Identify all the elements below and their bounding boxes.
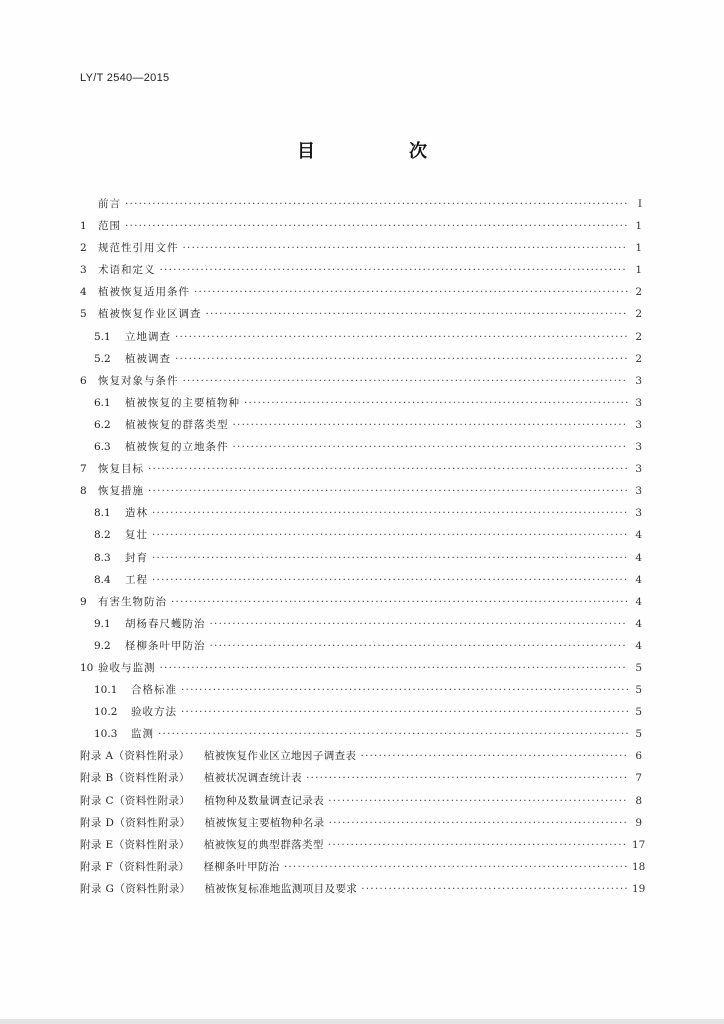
toc-entry[interactable] bbox=[80, 262, 642, 284]
toc-dot-leader bbox=[152, 574, 628, 586]
toc-page-number: 1 bbox=[635, 242, 642, 255]
toc-dot-leader bbox=[175, 353, 628, 365]
toc-appendix-id: 附录 A（资料性附录） bbox=[80, 750, 190, 763]
toc-dot-leader bbox=[125, 198, 628, 210]
toc-page-number: 3 bbox=[635, 374, 642, 387]
toc-dot-leader bbox=[284, 861, 628, 873]
toc-page-number: 4 bbox=[635, 617, 642, 630]
toc-page-number: 1 bbox=[635, 264, 642, 277]
toc-entry[interactable] bbox=[80, 527, 642, 549]
toc-entry-label: 工程 bbox=[125, 573, 148, 586]
toc-dot-leader bbox=[160, 264, 629, 276]
toc-appendix-id: 附录 B（资料性附录） bbox=[80, 772, 190, 785]
toc-entry[interactable] bbox=[80, 439, 642, 461]
toc-dot-leader bbox=[306, 772, 628, 784]
toc-entry-label: 验收方法 bbox=[131, 706, 177, 719]
toc-dot-leader bbox=[183, 375, 629, 387]
toc-page-number: 3 bbox=[635, 396, 642, 409]
toc-entry[interactable] bbox=[80, 815, 642, 837]
toc-dot-leader bbox=[233, 441, 629, 453]
toc-entry-label: 术语和定义 bbox=[98, 264, 156, 277]
toc-entry[interactable] bbox=[80, 218, 642, 240]
toc-page-number: 7 bbox=[635, 772, 642, 785]
toc-dot-leader bbox=[360, 750, 628, 762]
toc-dot-leader bbox=[328, 839, 628, 851]
toc-entry-number: 6.2 bbox=[94, 418, 111, 431]
toc-entry[interactable] bbox=[80, 748, 642, 770]
toc-entry-label: 柽柳条叶甲防治 bbox=[203, 860, 280, 873]
toc-entry[interactable] bbox=[80, 505, 642, 527]
toc-entry-label: 植被恢复作业区立地因子调查表 bbox=[203, 750, 357, 763]
toc-entry[interactable] bbox=[80, 461, 642, 483]
toc-entry-label: 植被恢复的立地条件 bbox=[125, 441, 229, 454]
toc-dot-leader bbox=[328, 795, 628, 807]
toc-entry-label: 前言 bbox=[98, 198, 121, 210]
toc-entry-number: 5.2 bbox=[94, 352, 111, 365]
toc-entry[interactable] bbox=[80, 660, 642, 682]
toc-dot-leader bbox=[171, 596, 628, 608]
toc-entry-number: 10.2 bbox=[94, 706, 118, 719]
toc-entry-number: 8.3 bbox=[94, 551, 111, 564]
toc-appendix-id: 附录 E（资料性附录） bbox=[80, 838, 190, 851]
toc-entry-label: 恢复目标 bbox=[98, 463, 144, 476]
toc-dot-leader bbox=[152, 507, 628, 519]
toc-page-number: 9 bbox=[635, 816, 642, 829]
toc-entry[interactable] bbox=[80, 682, 642, 704]
toc-entry[interactable] bbox=[80, 373, 642, 395]
toc-entry[interactable] bbox=[80, 284, 642, 306]
toc-entry-number: 7 bbox=[80, 463, 87, 476]
toc-page-number: 2 bbox=[635, 330, 642, 343]
toc-entry-label: 植被恢复标准地监测项目及要求 bbox=[204, 882, 358, 895]
toc-dot-leader bbox=[148, 485, 628, 497]
toc-page-number: 2 bbox=[635, 308, 642, 321]
toc-entry-label: 植被恢复主要植物种名录 bbox=[204, 816, 325, 829]
toc-dot-leader bbox=[160, 662, 629, 674]
toc-page-number: 17 bbox=[632, 838, 646, 851]
toc-dot-leader bbox=[194, 286, 628, 298]
toc-entry-label: 胡杨春尺蠖防治 bbox=[125, 617, 206, 630]
toc-page-number: 3 bbox=[635, 418, 642, 431]
toc-entry[interactable] bbox=[80, 483, 642, 505]
toc-page-number: 4 bbox=[635, 551, 642, 564]
toc-entry[interactable] bbox=[80, 859, 646, 881]
toc-entry-number: 10.3 bbox=[94, 728, 118, 741]
toc-page-number: 4 bbox=[635, 529, 642, 542]
toc-entry-label: 植被恢复的群落类型 bbox=[125, 418, 229, 431]
toc-dot-leader bbox=[125, 220, 628, 232]
toc-entry[interactable] bbox=[80, 616, 642, 638]
toc-page-number: 5 bbox=[635, 684, 642, 697]
toc-page-number: 5 bbox=[635, 728, 642, 741]
toc-dot-leader bbox=[181, 684, 628, 696]
toc-entry-number: 10.1 bbox=[94, 684, 118, 697]
toc-page-number: 1 bbox=[635, 220, 642, 233]
toc-appendix-id: 附录 D（资料性附录） bbox=[80, 816, 191, 829]
page-edge bbox=[0, 1019, 724, 1024]
toc-entry-label: 植被状况调查统计表 bbox=[203, 772, 303, 785]
toc-entry-number: 4 bbox=[80, 286, 87, 299]
toc-page-number: 3 bbox=[635, 463, 642, 476]
toc-entry-label: 植被恢复的典型群落类型 bbox=[203, 838, 324, 851]
toc-entry-label: 规范性引用文件 bbox=[98, 242, 179, 255]
page-title: 目 次 bbox=[297, 141, 465, 162]
toc-entry[interactable] bbox=[80, 638, 642, 660]
toc-entry-label: 有害生物防治 bbox=[98, 595, 167, 608]
toc-page-number: 18 bbox=[632, 860, 646, 873]
toc-entry[interactable] bbox=[80, 306, 642, 328]
toc-dot-leader bbox=[329, 817, 628, 829]
toc-entry-label: 恢复措施 bbox=[98, 485, 144, 498]
toc-entry-number: 9.2 bbox=[94, 639, 111, 652]
toc-dot-leader bbox=[152, 529, 628, 541]
toc-page-number: 8 bbox=[635, 794, 642, 807]
toc-entry-label: 植物种及数量调查记录表 bbox=[204, 794, 325, 807]
toc-entry-number: 8 bbox=[80, 485, 87, 498]
toc-page-number: 3 bbox=[635, 507, 642, 520]
toc-entry[interactable] bbox=[80, 572, 642, 594]
toc-entry[interactable] bbox=[80, 793, 642, 815]
toc-appendix-id: 附录 G（资料性附录） bbox=[80, 882, 191, 895]
toc-entry-label: 植被调查 bbox=[125, 352, 171, 365]
toc-dot-leader bbox=[183, 242, 629, 254]
toc-entry-label: 复壮 bbox=[125, 529, 148, 542]
toc-page-number: 2 bbox=[635, 286, 642, 299]
toc-page-number: 4 bbox=[635, 639, 642, 652]
toc-entry[interactable] bbox=[80, 704, 642, 726]
toc-dot-leader bbox=[181, 706, 628, 718]
toc-entry[interactable] bbox=[80, 726, 642, 748]
toc-entry[interactable] bbox=[80, 417, 642, 439]
toc-entry-number: 1 bbox=[80, 220, 87, 233]
toc-entry-label: 合格标准 bbox=[131, 684, 177, 697]
toc-entry-number: 9.1 bbox=[94, 617, 111, 630]
toc-entry[interactable] bbox=[80, 770, 642, 792]
toc-dot-leader bbox=[152, 552, 628, 564]
toc-dot-leader bbox=[233, 419, 629, 431]
toc-appendix-id: 附录 C（资料性附录） bbox=[80, 794, 191, 807]
toc-entry-number: 6.1 bbox=[94, 396, 111, 409]
toc-page-number: Ⅰ bbox=[637, 198, 642, 210]
standard-code: LY/T 2540—2015 bbox=[80, 72, 170, 84]
toc-entry-number: 10 bbox=[80, 661, 94, 674]
toc-page-number: 6 bbox=[635, 750, 642, 763]
toc-entry[interactable] bbox=[80, 881, 646, 903]
toc-page-number: 5 bbox=[635, 661, 642, 674]
toc-entry-label: 造林 bbox=[125, 507, 148, 520]
toc-entry-label: 立地调查 bbox=[125, 330, 171, 343]
toc-entry[interactable] bbox=[80, 550, 642, 572]
toc-entry[interactable] bbox=[80, 351, 642, 373]
toc-page-number: 4 bbox=[635, 573, 642, 586]
toc-dot-leader bbox=[210, 618, 629, 630]
toc-dot-leader bbox=[206, 308, 629, 320]
toc-entry-label: 封育 bbox=[125, 551, 148, 564]
toc-page-number: 3 bbox=[635, 485, 642, 498]
toc-dot-leader bbox=[148, 463, 628, 475]
toc-appendix-id: 附录 F（资料性附录） bbox=[80, 860, 190, 873]
toc-entry-number: 6.3 bbox=[94, 441, 111, 454]
toc-entry-number: 3 bbox=[80, 264, 87, 277]
toc-entry[interactable] bbox=[80, 329, 642, 351]
toc-dot-leader bbox=[175, 331, 628, 343]
toc-entry-label: 植被恢复作业区调查 bbox=[98, 308, 202, 321]
toc-page-number: 3 bbox=[635, 441, 642, 454]
toc-entry-label: 验收与监测 bbox=[98, 661, 156, 674]
toc-entry-label: 植被恢复适用条件 bbox=[98, 286, 190, 299]
toc-entry-label: 监测 bbox=[131, 728, 154, 741]
toc-entry-number: 2 bbox=[80, 242, 87, 255]
toc-entry-number: 5.1 bbox=[94, 330, 111, 343]
toc-dot-leader bbox=[158, 728, 628, 740]
toc-entry-number: 8.1 bbox=[94, 507, 111, 520]
toc-page-number: 2 bbox=[635, 352, 642, 365]
toc-entry-number: 9 bbox=[80, 595, 87, 608]
toc-dot-leader bbox=[210, 640, 629, 652]
toc-entry-number: 5 bbox=[80, 308, 87, 321]
toc-dot-leader bbox=[244, 397, 628, 409]
toc-entry-number: 6 bbox=[80, 374, 87, 387]
toc-page-number: 19 bbox=[632, 882, 646, 895]
toc-dot-leader bbox=[361, 883, 628, 895]
toc-entry[interactable] bbox=[80, 240, 642, 262]
toc-entry-label: 范围 bbox=[98, 220, 121, 233]
toc-page-number: 4 bbox=[635, 595, 642, 608]
toc-entry[interactable] bbox=[80, 594, 642, 616]
toc-page-number: 5 bbox=[635, 706, 642, 719]
toc-entry-label: 柽柳条叶甲防治 bbox=[125, 639, 206, 652]
toc-entry[interactable] bbox=[80, 395, 642, 417]
toc-entry[interactable] bbox=[80, 837, 646, 859]
toc-entry[interactable] bbox=[80, 196, 642, 218]
toc-entry-label: 恢复对象与条件 bbox=[98, 374, 179, 387]
toc-entry-number: 8.2 bbox=[94, 529, 111, 542]
toc-entry-label: 植被恢复的主要植物种 bbox=[125, 396, 240, 409]
table-of-contents bbox=[80, 196, 646, 903]
toc-entry-number: 8.4 bbox=[94, 573, 111, 586]
